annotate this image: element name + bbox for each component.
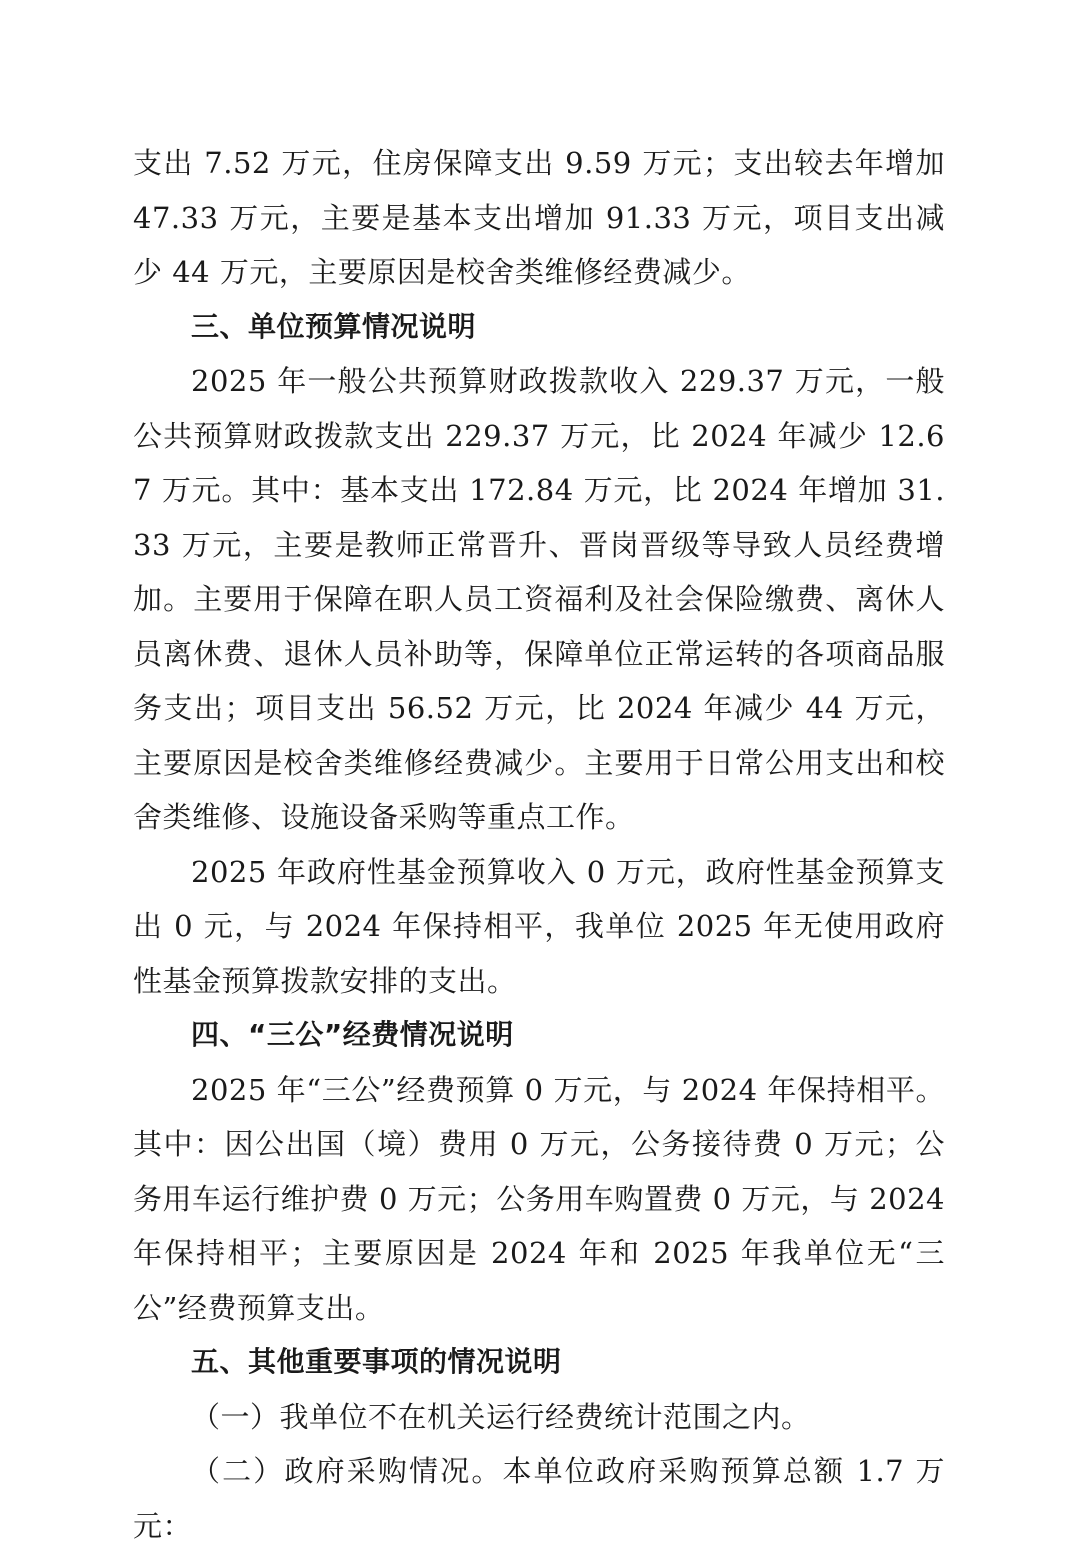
paragraph-item-2: （二）政府采购情况。本单位政府采购预算总额 1.7 万元： (133, 1454, 945, 1543)
section-heading-4: 四、“三公”经费情况说明 (191, 1018, 514, 1051)
paragraph-general-budget: 2025 年一般公共预算财政拨款收入 229.37 万元，一般公共预算财政拨款支出 229.37 万元，比 2024 年减少 12.67 万元。其中：基本支出 172.84 万元，比 2024 年增加 31.33 万元，主要是教师正常晋升、晋岗晋级等导致人员经费增加。主要用于保障在职人员工资福利及社会保险缴费、离休人员离休费、退休人员补助等，保障单位正常运转的各项商品服务支出；项目支出 56.52 万元，比 2024 年减少 44 万元，主要原因是校舍类维修经费减少。主要用于日常公用支出和校舍类维修、设施设备采购等重点工作。 (133, 364, 945, 834)
section-heading-5: 五、其他重要事项的情况说明 (191, 1345, 562, 1378)
section-heading-3: 三、单位预算情况说明 (191, 309, 477, 343)
paragraph-government-fund: 2025 年政府性基金预算收入 0 万元，政府性基金预算支出 0 元，与 2024 年保持相平，我单位 2025 年无使用政府性基金预算拨款安排的支出。 (133, 854, 945, 998)
document-body (133, 136, 945, 1553)
paragraph-three-public-expenses: 2025 年“三公”经费预算 0 万元，与 2024 年保持相平。其中：因公出国（境）费用 0 万元，公务接待费 0 万元；公务用车运行维护费 0 万元；公务用车购置费 0 万元，与 2024 年保持相平；主要原因是 2024 年和 2025 年我单位无“三公”经费预算支出。 (133, 1072, 945, 1325)
paragraph-item-1: （一）我单位不在机关运行经费统计范围之内。 (191, 1399, 811, 1434)
paragraph-continued: 支出 7.52 万元，住房保障支出 9.59 万元；支出较去年增加 47.33 万元，主要是基本支出增加 91.33 万元，项目支出减少 44 万元，主要原因是校舍类维修经费减少。 (133, 146, 945, 289)
